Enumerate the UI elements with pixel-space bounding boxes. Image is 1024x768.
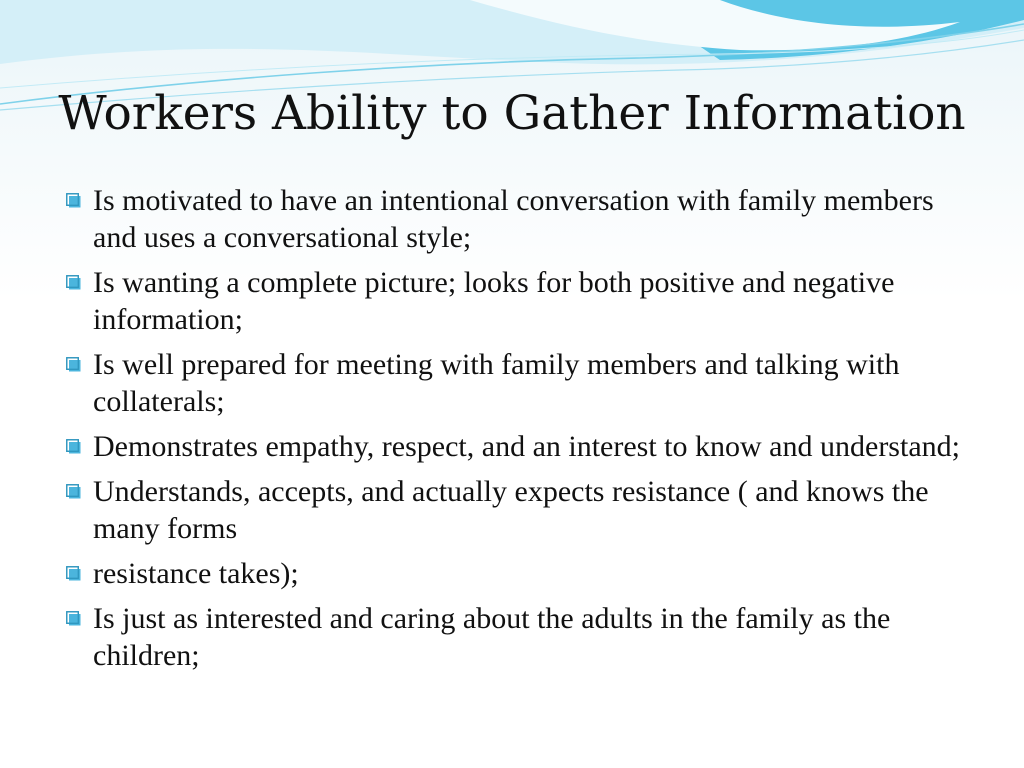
- bullet-item: [62, 600, 962, 674]
- bullet-text: Demonstrates empathy, respect, and an interest to know and understand;: [93, 430, 960, 463]
- bullet-text: Is just as interested and caring about the adults in the family as the children;: [93, 602, 891, 672]
- checkbox-square-icon: [66, 611, 81, 626]
- checkbox-square-icon: [66, 566, 81, 581]
- checkbox-square-icon: [66, 193, 81, 208]
- bullet-text: Is well prepared for meeting with family members and talking with collaterals;: [93, 348, 900, 418]
- bullet-item: [62, 346, 962, 420]
- bullet-text: Is motivated to have an intentional conversation with family members and uses a conversational style;: [93, 184, 934, 254]
- bullet-text: resistance takes);: [93, 557, 299, 590]
- bullet-item: [62, 555, 962, 592]
- checkbox-square-icon: [66, 484, 81, 499]
- bullet-item: [62, 473, 962, 547]
- bullet-text: Is wanting a complete picture; looks for both positive and negative information;: [93, 266, 895, 336]
- checkbox-square-icon: [66, 275, 81, 290]
- bullet-item: [62, 428, 962, 465]
- bullet-text: Understands, accepts, and actually expects resistance ( and knows the many forms: [93, 475, 929, 545]
- bullet-list: [62, 182, 962, 682]
- bullet-item: [62, 264, 962, 338]
- checkbox-square-icon: [66, 357, 81, 372]
- checkbox-square-icon: [66, 439, 81, 454]
- slide-title: Workers Ability to Gather Information: [58, 86, 966, 141]
- bullet-item: [62, 182, 962, 256]
